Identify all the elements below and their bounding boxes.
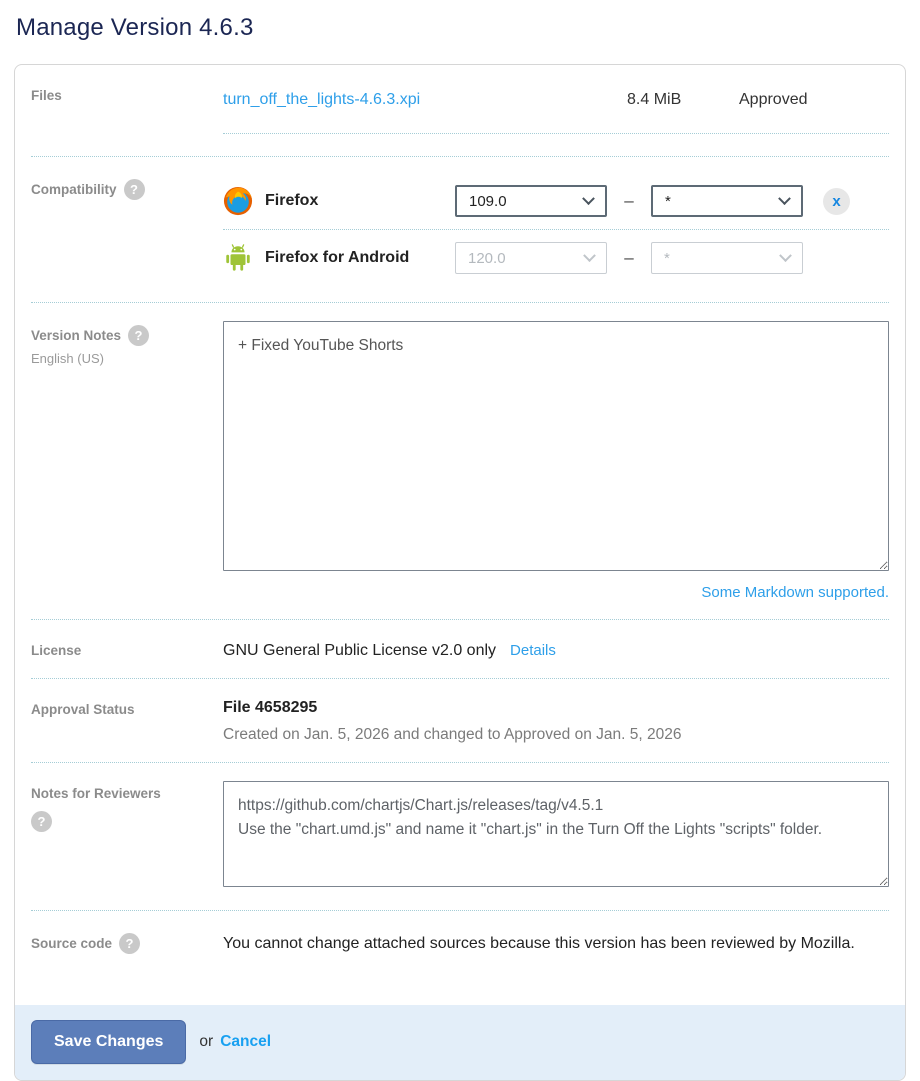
reviewer-notes-content xyxy=(223,781,889,892)
source-code-help-icon[interactable]: ? xyxy=(119,933,140,954)
cancel-link[interactable]: Cancel xyxy=(220,1033,272,1051)
android-max-version-select xyxy=(651,242,803,274)
chevron-down-icon xyxy=(583,249,596,262)
form-footer xyxy=(15,1005,905,1080)
chevron-down-icon xyxy=(779,249,792,262)
source-code-content xyxy=(223,929,889,957)
chevron-down-icon xyxy=(582,192,595,205)
save-changes-button[interactable]: Save Changes xyxy=(31,1020,186,1064)
reviewer-notes-label: Notes for Reviewers xyxy=(31,786,161,802)
license-row xyxy=(15,620,905,678)
compatibility-row xyxy=(15,157,905,302)
license-content xyxy=(223,638,889,660)
compatibility-help-icon[interactable]: ? xyxy=(124,179,145,200)
chevron-down-icon xyxy=(778,192,791,205)
compatibility-label: Compatibility xyxy=(31,182,117,197)
app-name-firefox-android: Firefox for Android xyxy=(265,249,410,266)
approval-history: Created on Jan. 5, 2026 and changed to Approved on Jan. 5, 2026 xyxy=(223,726,682,743)
firefox-min-version-value: 109.0 xyxy=(469,192,507,210)
version-notes-label: Version Notes xyxy=(31,328,122,343)
compat-row-android xyxy=(223,232,889,284)
approval-status-label-col xyxy=(31,697,223,744)
file-size: 8.4 MiB xyxy=(627,91,682,108)
version-range-dash: – xyxy=(624,248,634,267)
firefox-icon xyxy=(223,186,253,216)
source-code-label: Source code xyxy=(31,936,113,951)
compat-separator xyxy=(223,229,889,230)
license-label: License xyxy=(31,643,82,659)
license-label-col xyxy=(31,638,223,660)
source-code-row xyxy=(15,911,905,1005)
firefox-max-version-value: * xyxy=(665,192,671,210)
files-label-col xyxy=(31,83,223,138)
reviewer-notes-textarea[interactable] xyxy=(223,781,889,887)
license-details-link[interactable]: Details xyxy=(510,642,556,659)
firefox-min-version-select[interactable] xyxy=(455,185,607,217)
remove-compat-row-button[interactable]: x xyxy=(823,188,850,215)
version-notes-locale: English (US) xyxy=(31,351,104,366)
compat-row-firefox xyxy=(223,175,889,227)
compatibility-content xyxy=(223,175,889,284)
file-download-link[interactable]: turn_off_the_lights-4.6.3.xpi xyxy=(223,91,421,108)
files-separator xyxy=(223,133,889,134)
reviewer-notes-row xyxy=(15,763,905,910)
android-max-version-value: * xyxy=(664,249,670,267)
manage-version-panel xyxy=(14,64,906,1081)
file-status-badge: Approved xyxy=(739,91,808,108)
version-notes-row xyxy=(15,303,905,619)
version-notes-content xyxy=(223,321,889,601)
source-code-label-col xyxy=(31,929,223,957)
approval-status-content xyxy=(223,697,889,744)
or-text: or xyxy=(199,1033,214,1051)
android-min-version-value: 120.0 xyxy=(468,249,506,267)
source-code-message: You cannot change attached sources because this version has been reviewed by Mozilla. xyxy=(223,935,855,952)
android-icon xyxy=(223,243,253,273)
firefox-max-version-select[interactable] xyxy=(651,185,803,217)
approval-status-label: Approval Status xyxy=(31,702,135,718)
markdown-supported-link[interactable]: Some Markdown supported. xyxy=(701,584,889,601)
approval-file-id: File 4658295 xyxy=(223,699,318,716)
files-row xyxy=(15,65,905,156)
version-notes-textarea[interactable] xyxy=(223,321,889,571)
version-notes-label-col xyxy=(31,321,223,601)
app-name-firefox: Firefox xyxy=(265,192,319,209)
version-notes-help-icon[interactable]: ? xyxy=(128,325,149,346)
compatibility-label-col xyxy=(31,175,223,284)
android-min-version-select xyxy=(455,242,607,274)
file-line xyxy=(223,83,889,109)
approval-status-row xyxy=(15,679,905,762)
page-title: Manage Version 4.6.3 xyxy=(16,14,254,41)
reviewer-notes-help-icon[interactable]: ? xyxy=(31,811,52,832)
license-name: GNU General Public License v2.0 only xyxy=(223,642,497,659)
reviewer-notes-label-col xyxy=(31,781,223,892)
files-content xyxy=(223,83,889,138)
files-label: Files xyxy=(31,88,62,104)
version-range-dash: – xyxy=(624,191,634,210)
